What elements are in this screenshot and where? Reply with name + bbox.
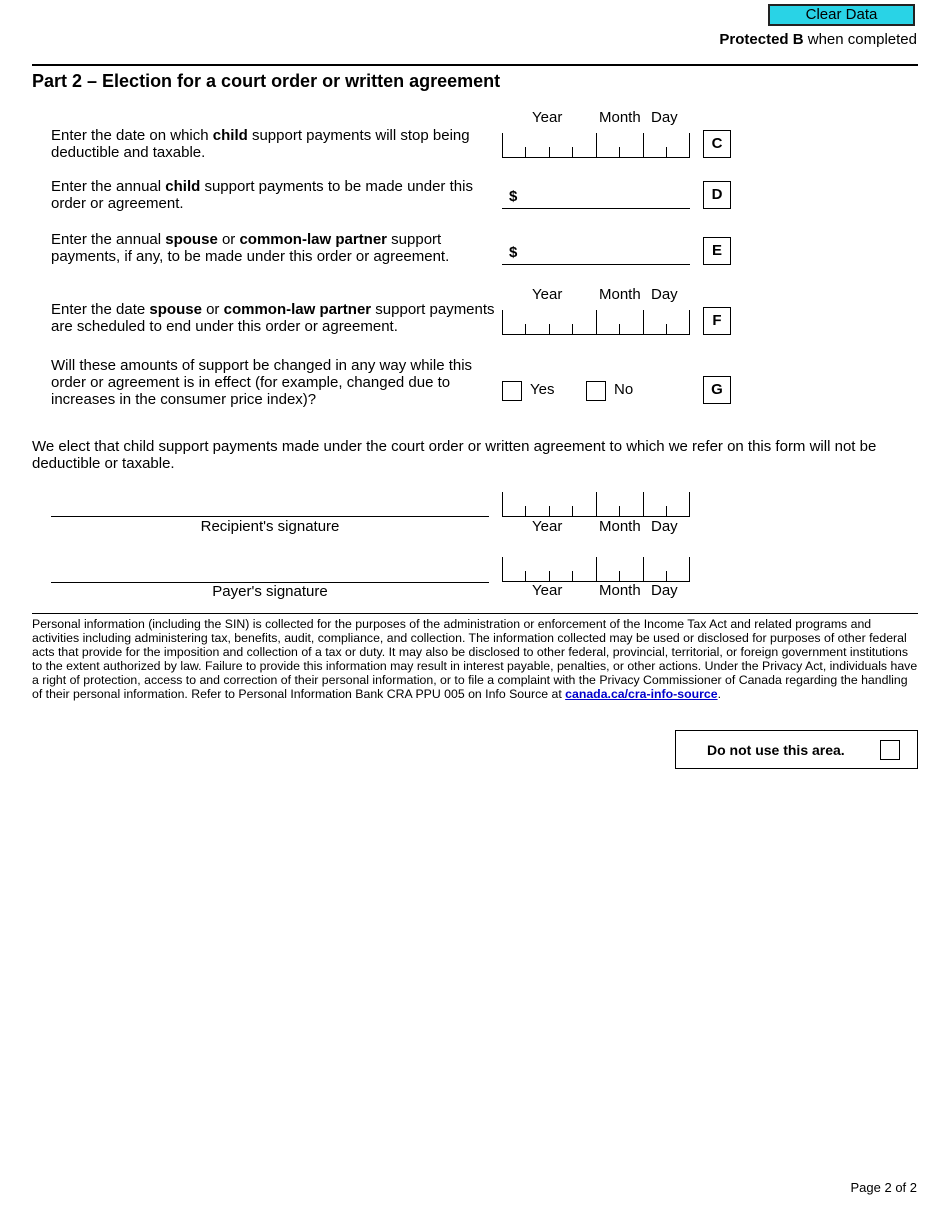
month-header: Month bbox=[599, 518, 641, 535]
recipient-date-input[interactable] bbox=[502, 493, 690, 517]
year-header: Year bbox=[532, 109, 563, 126]
top-divider bbox=[32, 64, 918, 66]
year-header: Year bbox=[532, 582, 563, 599]
yes-checkbox[interactable] bbox=[502, 381, 522, 401]
q-d-pre: Enter the annual bbox=[51, 178, 166, 195]
line-letter-e: E bbox=[703, 237, 731, 265]
recipient-signature-line[interactable] bbox=[51, 516, 489, 517]
currency-d: $ bbox=[509, 188, 518, 205]
payer-signature-label: Payer's signature bbox=[212, 583, 328, 600]
day-header: Day bbox=[651, 286, 678, 303]
payer-date-input[interactable] bbox=[502, 558, 690, 582]
question-c bbox=[51, 127, 496, 161]
q-f-mid: or bbox=[201, 301, 224, 318]
q-e-bold1: spouse bbox=[165, 231, 218, 248]
month-header: Month bbox=[599, 582, 641, 599]
question-g: Will these amounts of support be changed in any way while this order or agreement is in effect (for example, changed due to increases in the consumer price index)? bbox=[51, 357, 473, 408]
do-not-use-area bbox=[675, 730, 918, 769]
page-number: Page 2 of 2 bbox=[850, 1180, 917, 1195]
year-header: Year bbox=[532, 286, 563, 303]
info-source-link[interactable]: canada.ca/cra-info-source bbox=[565, 687, 718, 701]
q-d-bold: child bbox=[165, 178, 201, 195]
line-letter-d: D bbox=[703, 181, 731, 209]
privacy-end: . bbox=[717, 687, 721, 701]
q-e-mid: or bbox=[217, 231, 240, 248]
protected-label: Protected B bbox=[719, 31, 804, 48]
month-header: Month bbox=[599, 109, 641, 126]
part-title: Part 2 – Election for a court order or written agreement bbox=[32, 71, 501, 91]
question-f bbox=[51, 301, 496, 335]
month-header: Month bbox=[599, 286, 641, 303]
line-letter-g: G bbox=[703, 376, 731, 404]
q-c-post: support payments will stop being deductible and taxable. bbox=[51, 127, 470, 161]
q-e-post: support payments, if any, to be made under this order or agreement. bbox=[51, 231, 450, 265]
date-input-f[interactable] bbox=[502, 311, 690, 335]
line-letter-c: C bbox=[703, 130, 731, 158]
q-f-bold2: common-law partner bbox=[223, 301, 372, 318]
q-f-post: support payments are scheduled to end under this order or agreement. bbox=[51, 301, 495, 335]
amount-input-d[interactable] bbox=[502, 185, 690, 209]
privacy-notice bbox=[32, 617, 918, 701]
no-checkbox[interactable] bbox=[586, 381, 606, 401]
do-not-use-box bbox=[880, 740, 900, 760]
yes-label: Yes bbox=[530, 381, 555, 398]
q-c-bold: child bbox=[212, 127, 248, 144]
privacy-divider bbox=[32, 613, 918, 614]
line-letter-f: F bbox=[703, 307, 731, 335]
q-f-pre: Enter the date bbox=[51, 301, 150, 318]
no-label: No bbox=[614, 381, 634, 398]
clear-data-button[interactable]: Clear Data bbox=[768, 4, 915, 26]
day-header: Day bbox=[651, 109, 678, 126]
year-header: Year bbox=[532, 518, 563, 535]
privacy-text: Personal information (including the SIN) is collected for the purposes of the administration or enforcement of the Income Tax Act and related programs and activities including administering tax, benefits, audit, compliance, and collection. The information collected may be used or disclosed for purposes of other federal acts that provide for the imposition and collection of a tax or duty. It may also be disclosed to other federal, provincial, territorial, or foreign government institutions to the extent authorized by law. Failure to provide this information may result in interest payable, penalties, or other actions. Under the Privacy Act, individuals have a right of protection, access to and correction of their personal information, or to file a complaint with the Privacy Commissioner of Canada regarding the handling of their personal information. Refer to Personal Information Bank CRA PPU 005 on Info Source at bbox=[32, 617, 918, 701]
day-header: Day bbox=[651, 582, 678, 599]
recipient-signature-label: Recipient's signature bbox=[200, 518, 340, 535]
amount-input-e[interactable] bbox=[502, 241, 690, 265]
protected-b-notice bbox=[719, 31, 917, 48]
question-d bbox=[51, 178, 496, 212]
protected-suffix: when completed bbox=[803, 31, 917, 48]
q-e-pre: Enter the annual bbox=[51, 231, 166, 248]
question-e bbox=[51, 231, 496, 265]
q-e-bold2: common-law partner bbox=[239, 231, 387, 248]
day-header: Day bbox=[651, 518, 678, 535]
date-input-c[interactable] bbox=[502, 134, 690, 158]
currency-e: $ bbox=[509, 244, 518, 261]
q-d-post: support payments to be made under this order or agreement. bbox=[51, 178, 473, 212]
q-c-pre: Enter the date on which bbox=[51, 127, 213, 144]
q-f-bold1: spouse bbox=[149, 301, 202, 318]
do-not-use-label: Do not use this area. bbox=[707, 742, 845, 758]
election-statement: We elect that child support payments made under the court order or written agreement to which we refer on this form will not be deductible or taxable. bbox=[32, 438, 877, 472]
